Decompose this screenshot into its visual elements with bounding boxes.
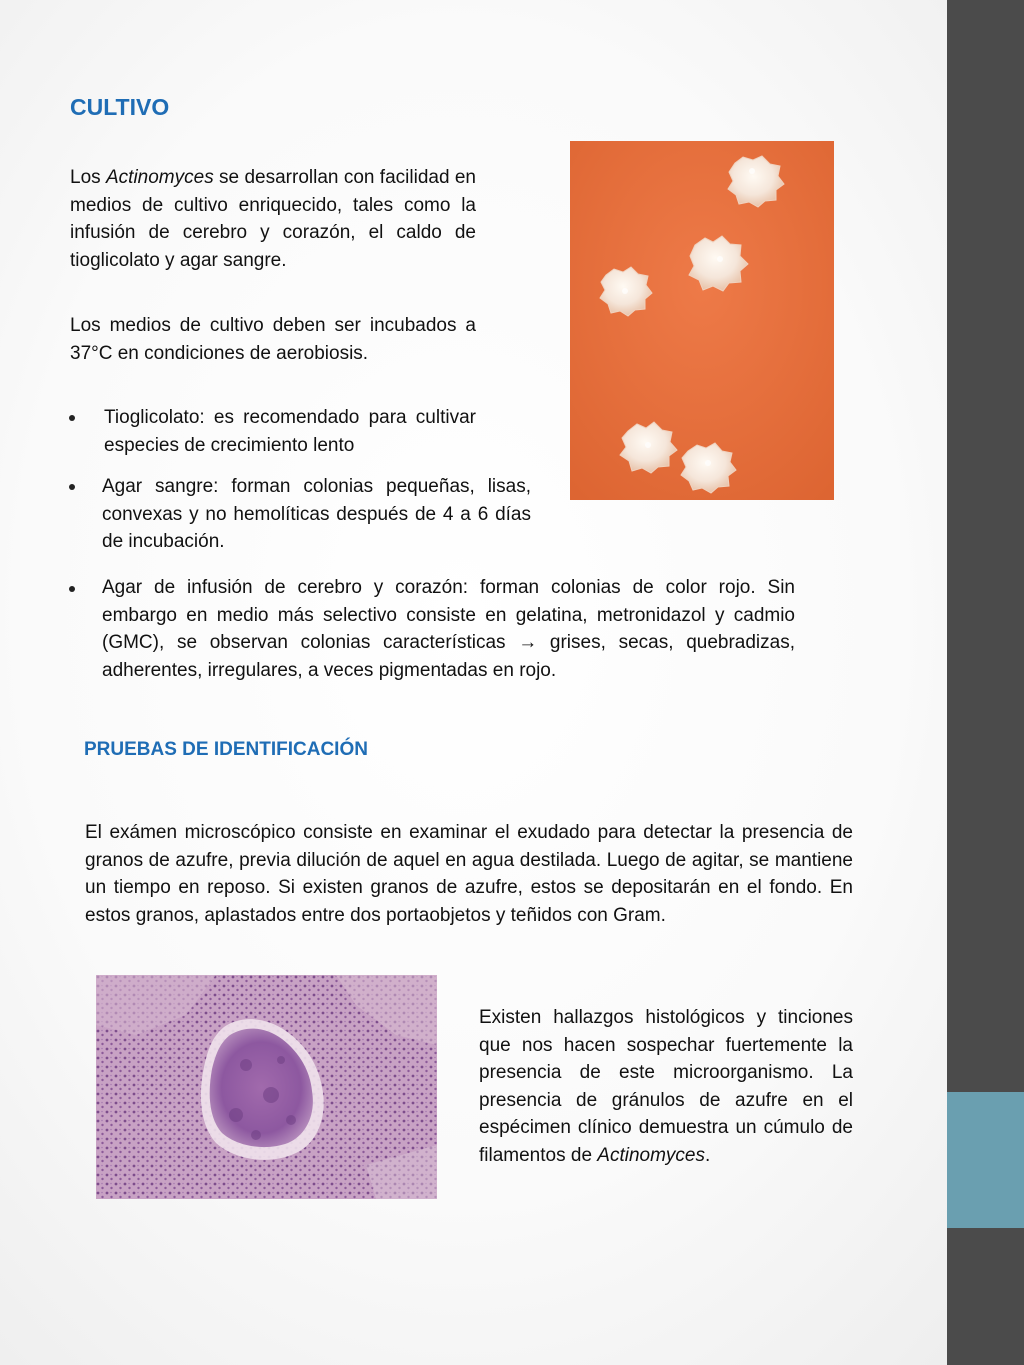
agar-colonies-photo xyxy=(570,141,834,500)
histology-paragraph xyxy=(479,1004,853,1169)
incubation-paragraph: Los medios de cultivo deben ser incubados a 37°C en condiciones de aerobiosis. xyxy=(70,315,476,364)
bullet-dot xyxy=(69,415,75,421)
intro-before: Los xyxy=(70,167,106,188)
intro-genus: Actinomyces xyxy=(106,167,214,188)
bullet-thioglycolate: Tioglicolato: es recomendado para cultivar especies de crecimiento lento xyxy=(104,407,476,456)
sidebar-accent-bar xyxy=(947,1092,1024,1228)
histology-before: Existen hallazgos histológicos y tinciones que nos hacen sospechar fuertemente la presencia de este microorganismo. La presencia de gránulos de azufre en el espécimen clínico demuestra un cúmulo de filamentos de xyxy=(479,1007,853,1166)
bullet-bhi-agar: Agar de infusión de cerebro y corazón: forman colonias de color rojo. Sin embargo en medio más selectivo consiste en gelatina, metronidazol y cadmio (GMC), se observan colonias características → grises, secas, quebradizas, adherentes, irregulares, a veces pigmentadas en rojo. xyxy=(102,577,795,681)
histology-after: . xyxy=(705,1144,711,1166)
histology-genus: Actinomyces xyxy=(597,1144,705,1166)
intro-paragraph xyxy=(70,164,476,274)
bullet-dot xyxy=(69,484,75,490)
intro-after: se desarrollan con facilidad en medios de cultivo enriquecido, tales como la infusión de cerebro y corazón, el caldo de tioglicolato y agar sangre. xyxy=(70,167,477,271)
bullet-blood-agar: Agar sangre: forman colonias pequeñas, lisas, convexas y no hemolíticas después de 4 a 6 días de incubación. xyxy=(102,476,531,552)
section-title-identification: PRUEBAS DE IDENTIFICACIÓN xyxy=(84,739,368,760)
microscopy-paragraph: El exámen microscópico consiste en examinar el exudado para detectar la presencia de granos de azufre, previa dilución de aquel en agua destilada. Luego de agitar, se mantiene un tiempo en reposo. Si existen granos de azufre, estos se depositarán en el fondo. En estos granos, aplastados entre dos portaobjetos y teñidos con Gram. xyxy=(85,822,853,926)
bullet-dot xyxy=(69,586,75,592)
page-title: CULTIVO xyxy=(70,94,170,120)
histology-granule-photo xyxy=(96,975,437,1199)
